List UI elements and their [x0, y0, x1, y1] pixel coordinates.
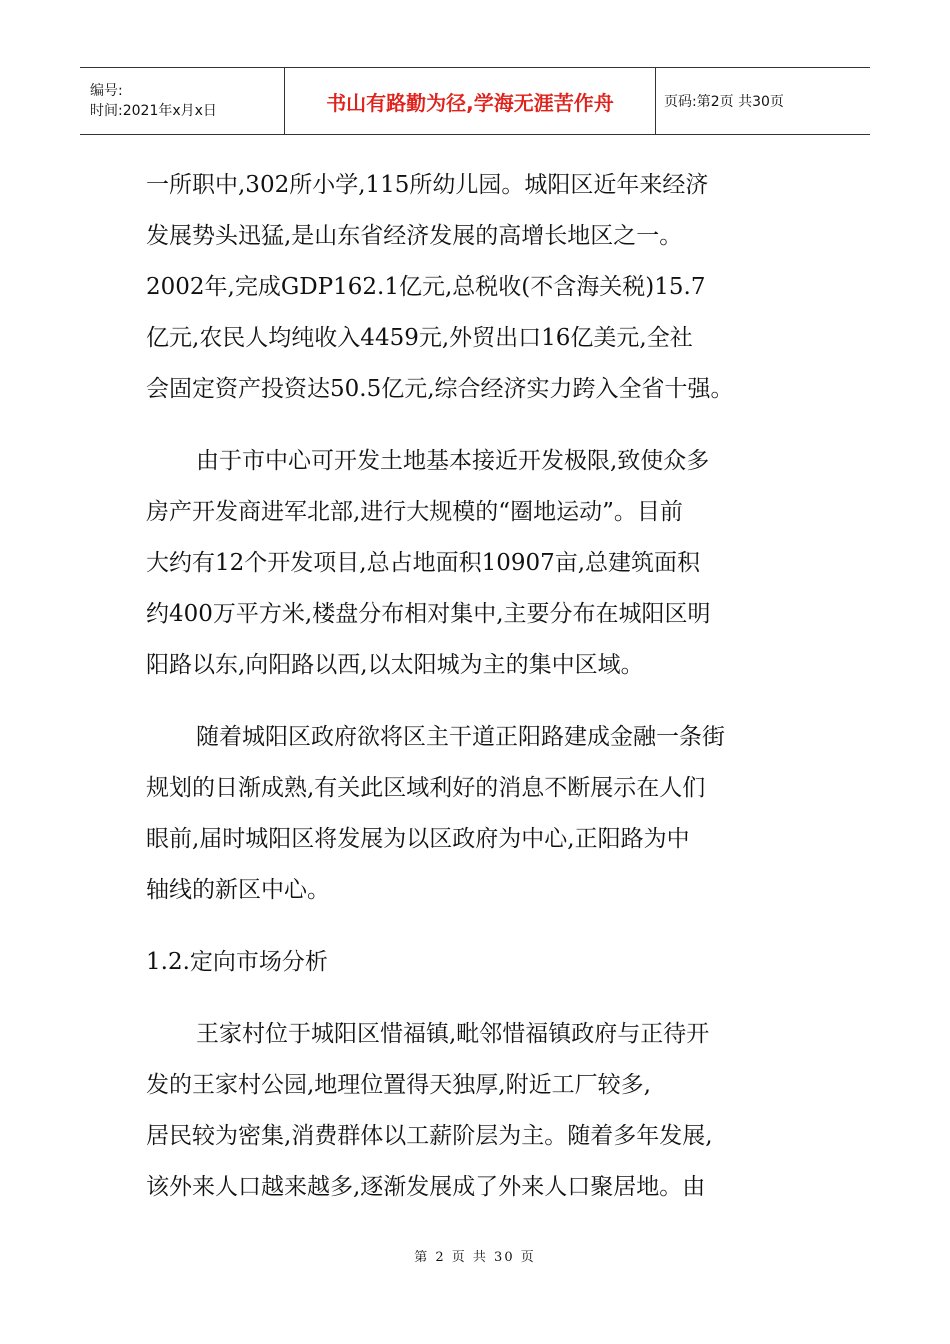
text-line: 2002年,完成GDP162.1亿元,总税收(不含海关税)15.7 [146, 274, 706, 300]
section-heading: 1.2.定向市场分析 [146, 949, 328, 975]
header-page-info [656, 68, 870, 134]
header-motto [284, 68, 656, 134]
text-line: 随着城阳区政府欲将区主干道正阳路建成金融一条街 [196, 724, 725, 750]
page-info-text: 页码:第2页 共30页 [664, 94, 784, 110]
text-line: 该外来人口越来越多,逐渐发展成了外来人口聚居地。由 [146, 1174, 706, 1200]
text-line: 一所职中,302所小学,115所幼儿园。城阳区近年来经济 [146, 172, 709, 198]
paragraph-2 [146, 436, 816, 691]
text-line: 房产开发商进军北部,进行大规模的“圈地运动”。目前 [146, 499, 683, 525]
text-line: 眼前,届时城阳区将发展为以区政府为中心,正阳路为中 [146, 826, 690, 852]
text-line: 居民较为密集,消费群体以工薪阶层为主。随着多年发展, [146, 1123, 713, 1149]
code-label: 编号: [90, 83, 123, 99]
date-text: 时间:2021年x月x日 [90, 103, 217, 119]
text-line: 由于市中心可开发土地基本接近开发极限,致使众多 [196, 448, 710, 474]
document-body [146, 160, 816, 1234]
text-line: 规划的日渐成熟,有关此区域利好的消息不断展示在人们 [146, 775, 706, 801]
text-line: 阳路以东,向阳路以西,以太阳城为主的集中区域。 [146, 652, 644, 678]
header-meta [80, 68, 284, 134]
text-line: 轴线的新区中心。 [146, 877, 330, 903]
text-line: 约400万平方米,楼盘分布相对集中,主要分布在城阳区明 [146, 601, 711, 627]
paragraph-3 [146, 712, 816, 916]
text-line: 会固定资产投资达50.5亿元,综合经济实力跨入全省十强。 [146, 376, 734, 402]
paragraph-1 [146, 160, 816, 415]
text-line: 发展势头迅猛,是山东省经济发展的高增长地区之一。 [146, 223, 683, 249]
text-line: 亿元,农民人均纯收入4459元,外贸出口16亿美元,全社 [146, 325, 693, 351]
text-line: 王家村位于城阳区惜福镇,毗邻惜福镇政府与正待开 [196, 1021, 710, 1047]
motto-text: 书山有路勤为径,学海无涯苦作舟 [326, 90, 614, 115]
text-line: 大约有12个开发项目,总占地面积10907亩,总建筑面积 [146, 550, 701, 576]
paragraph-4 [146, 1009, 816, 1213]
page-header [80, 67, 870, 135]
text-line: 发的王家村公园,地理位置得天独厚,附近工厂较多, [146, 1072, 651, 1098]
page-footer: 第 2 页 共 30 页 [414, 1250, 536, 1265]
